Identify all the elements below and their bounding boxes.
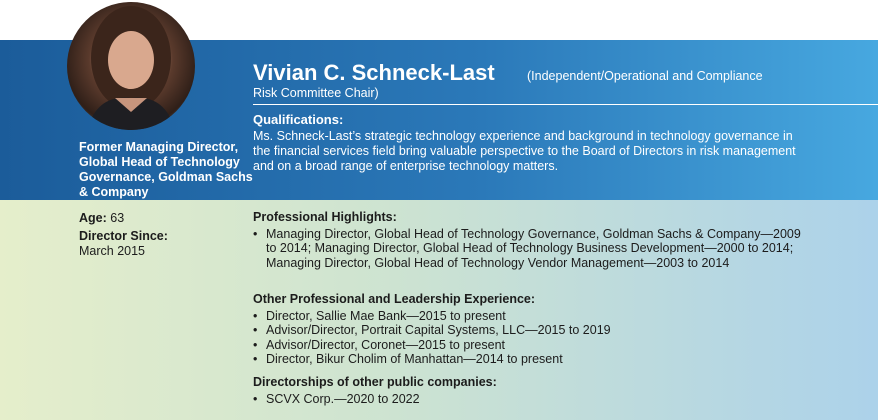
professional-highlights-list: [253, 227, 813, 270]
director-photo: [67, 2, 195, 130]
list-item: • Advisor/Director, Coronet—2015 to present: [253, 338, 813, 352]
public-directorships-list: [253, 392, 813, 406]
other-experience-heading: Other Professional and Leadership Experience:: [253, 292, 536, 306]
director-since-value: March 2015: [79, 244, 146, 258]
committee-role-line2: Risk Committee Chair): [253, 86, 379, 100]
header-divider: [253, 104, 878, 105]
list-item: • Advisor/Director, Portrait Capital Systems, LLC—2015 to 2019: [253, 323, 813, 337]
list-item: • Director, Sallie Mae Bank—2015 to present: [253, 309, 813, 323]
list-item: • SCVX Corp.—2020 to 2022: [253, 392, 813, 406]
public-directorships-heading: Directorships of other public companies:: [253, 375, 497, 389]
other-experience-list: [253, 309, 813, 366]
director-since-label: Director Since:: [79, 229, 168, 243]
qualifications-text: Ms. Schneck-Last’s strategic technology experience and background in technology governance in the financial services field bring valuable perspective to the Board of Directors in risk management and on a broad range of enterprise technology matters.: [253, 129, 796, 173]
director-name: Vivian C. Schneck-Last: [253, 60, 495, 85]
committee-role-line1: (Independent/Operational and Compliance: [527, 69, 763, 83]
age-label: Age:: [79, 211, 107, 225]
age-value: 63: [110, 211, 125, 225]
professional-highlights-heading: Professional Highlights:: [253, 210, 397, 224]
qualifications-heading: Qualifications:: [253, 112, 344, 127]
current-title: Former Managing Director, Global Head of Technology Governance, Goldman Sachs & Company: [79, 140, 253, 199]
list-item: • Director, Bikur Cholim of Manhattan—2014 to present: [253, 352, 813, 366]
age-row: [79, 211, 124, 226]
list-item: • Managing Director, Global Head of Technology Governance, Goldman Sachs & Company—2009 to 2014; Managing Director, Global Head of Technology Business Development—2000 to 2014; Managing Director, Global Head of Technology Vendor Management—2003 to 2014: [253, 227, 813, 270]
